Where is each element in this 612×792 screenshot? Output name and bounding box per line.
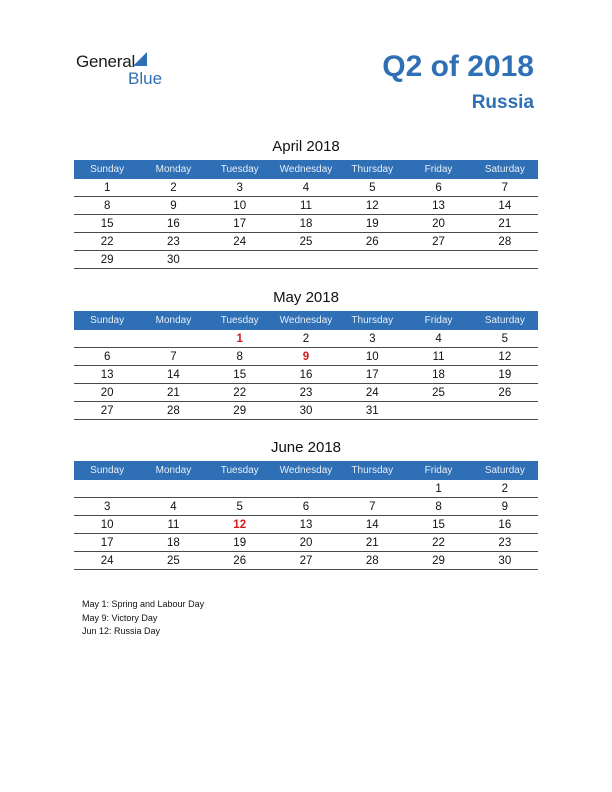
weekday-label: Tuesday <box>220 315 259 326</box>
day-cell: 29 <box>432 554 445 567</box>
day-cell: 13 <box>100 368 114 381</box>
day-cell: 13 <box>432 199 445 212</box>
day-cell: 3 <box>369 332 376 345</box>
day-cell: 26 <box>365 235 379 248</box>
week-row <box>74 348 538 366</box>
weekday-label: Monday <box>155 164 192 175</box>
week-row <box>74 552 538 570</box>
day-cell: 26 <box>498 386 512 399</box>
week-row <box>74 516 538 534</box>
day-cell: 4 <box>170 500 177 513</box>
logo-blue-text: Blue <box>128 69 163 88</box>
day-cell: 14 <box>365 518 379 531</box>
weekday-label: Friday <box>424 164 453 175</box>
day-cell: 18 <box>299 217 313 230</box>
day-cell: 6 <box>302 500 310 513</box>
day-cell: 6 <box>103 350 111 363</box>
day-cell: 30 <box>498 554 512 567</box>
day-cell: 17 <box>365 368 379 381</box>
week-row <box>74 498 538 516</box>
day-cell: 20 <box>299 536 313 549</box>
day-cell: 19 <box>365 217 379 230</box>
month-june <box>74 437 538 570</box>
weekday-label: Wednesday <box>279 465 333 476</box>
logo-general-text: General <box>76 52 136 71</box>
weekday-header <box>74 160 538 179</box>
week-row <box>74 480 538 498</box>
day-cell: 18 <box>432 368 445 381</box>
holiday-note: May 9: Victory Day <box>82 612 158 623</box>
day-cell: 17 <box>233 217 247 230</box>
day-cell: 13 <box>299 518 313 531</box>
day-cell: 16 <box>299 368 313 381</box>
day-cell: 11 <box>167 518 180 531</box>
month-grid <box>74 330 538 420</box>
day-cell: 11 <box>300 199 312 212</box>
day-cell: 21 <box>167 386 180 399</box>
day-cell: 7 <box>369 500 376 513</box>
day-cell: 2 <box>501 482 509 495</box>
weekday-label: Saturday <box>484 465 525 476</box>
general-blue-logo <box>76 52 176 92</box>
week-row <box>74 330 538 348</box>
day-cell: 5 <box>236 500 243 513</box>
day-cell: 11 <box>432 350 445 363</box>
day-cell: 31 <box>365 404 379 417</box>
day-cell: 30 <box>299 404 313 417</box>
day-cell: 9 <box>302 350 310 363</box>
day-cell: 2 <box>170 181 177 194</box>
weekday-label: Tuesday <box>220 164 259 175</box>
day-cell: 4 <box>435 332 442 345</box>
day-cell: 24 <box>365 386 379 399</box>
day-cell: 10 <box>365 350 379 363</box>
month-title: April 2018 <box>272 138 340 155</box>
day-cell: 9 <box>501 500 509 513</box>
day-cell: 25 <box>432 386 445 399</box>
day-cell: 22 <box>233 386 247 399</box>
week-row <box>74 366 538 384</box>
day-cell: 10 <box>233 199 247 212</box>
day-cell: 18 <box>167 536 180 549</box>
weekday-label: Saturday <box>484 315 525 326</box>
holiday-note: Jun 12: Russia Day <box>82 626 161 636</box>
day-cell: 14 <box>498 199 512 212</box>
day-cell: 24 <box>100 554 114 567</box>
day-cell: 23 <box>498 536 512 549</box>
month-title: June 2018 <box>270 439 342 456</box>
day-cell: 29 <box>233 404 247 417</box>
day-cell: 28 <box>498 235 512 248</box>
weekday-label: Monday <box>155 465 192 476</box>
weekday-header <box>74 311 538 330</box>
day-cell: 20 <box>100 386 114 399</box>
day-cell: 19 <box>233 536 247 549</box>
day-cell: 27 <box>299 554 313 567</box>
day-cell: 21 <box>498 217 512 230</box>
weekday-label: Saturday <box>484 164 525 175</box>
weekday-label: Thursday <box>351 465 394 476</box>
week-row <box>74 233 538 251</box>
day-cell: 7 <box>170 350 177 363</box>
holiday-note: May 1: Spring and Labour Day <box>82 599 205 609</box>
day-cell: 22 <box>100 235 114 248</box>
day-cell: 9 <box>170 199 177 212</box>
month-april <box>74 136 538 269</box>
month-grid <box>74 179 538 269</box>
weekday-label: Wednesday <box>279 164 333 175</box>
day-cell: 29 <box>100 253 114 266</box>
day-cell: 24 <box>233 235 247 248</box>
day-cell: 17 <box>100 536 114 549</box>
day-cell: 28 <box>365 554 379 567</box>
weekday-label: Friday <box>424 315 453 326</box>
day-cell: 27 <box>432 235 445 248</box>
month-title: May 2018 <box>273 289 339 306</box>
month-grid <box>74 480 538 570</box>
day-cell: 6 <box>435 181 442 194</box>
weekday-label: Monday <box>155 315 192 326</box>
day-cell: 12 <box>365 199 379 212</box>
day-cell: 3 <box>236 181 243 194</box>
day-cell: 25 <box>299 235 313 248</box>
day-cell: 20 <box>432 217 445 230</box>
weekday-label: Sunday <box>90 465 125 476</box>
day-cell: 12 <box>498 350 512 363</box>
week-row <box>74 215 538 233</box>
country-name: Russia <box>471 92 534 113</box>
day-cell: 1 <box>236 332 243 345</box>
day-cell: 2 <box>302 332 310 345</box>
weekday-header <box>74 461 538 480</box>
day-cell: 15 <box>233 368 247 381</box>
day-cell: 1 <box>435 482 442 495</box>
day-cell: 23 <box>299 386 313 399</box>
quarter-title: Q2 of 2018 <box>382 50 534 83</box>
day-cell: 5 <box>369 181 376 194</box>
day-cell: 7 <box>501 181 509 194</box>
day-cell: 19 <box>498 368 512 381</box>
day-cell: 14 <box>167 368 180 381</box>
week-row <box>74 179 538 197</box>
weekday-label: Sunday <box>90 315 125 326</box>
weekday-label: Friday <box>424 465 453 476</box>
weekday-label: Tuesday <box>220 465 259 476</box>
day-cell: 3 <box>103 500 111 513</box>
week-row <box>74 534 538 552</box>
day-cell: 23 <box>167 235 180 248</box>
day-cell: 8 <box>103 199 111 212</box>
holiday-notes <box>82 598 204 639</box>
weekday-label: Thursday <box>351 164 394 175</box>
day-cell: 8 <box>435 500 442 513</box>
week-row <box>74 384 538 402</box>
day-cell: 12 <box>233 518 247 531</box>
day-cell: 27 <box>100 404 114 417</box>
weekday-label: Sunday <box>90 164 125 175</box>
week-row <box>74 402 538 420</box>
day-cell: 4 <box>302 181 310 194</box>
day-cell: 15 <box>100 217 114 230</box>
day-cell: 8 <box>236 350 243 363</box>
day-cell: 21 <box>365 536 379 549</box>
weekday-label: Wednesday <box>279 315 333 326</box>
day-cell: 28 <box>167 404 180 417</box>
day-cell: 16 <box>167 217 180 230</box>
day-cell: 22 <box>432 536 445 549</box>
weekday-label: Thursday <box>351 315 394 326</box>
day-cell: 26 <box>233 554 247 567</box>
day-cell: 1 <box>103 181 111 194</box>
month-may <box>74 287 538 420</box>
day-cell: 30 <box>167 253 180 266</box>
day-cell: 25 <box>167 554 180 567</box>
logo-triangle-icon <box>133 52 147 66</box>
day-cell: 5 <box>501 332 509 345</box>
day-cell: 16 <box>498 518 512 531</box>
day-cell: 10 <box>100 518 114 531</box>
week-row <box>74 251 538 269</box>
week-row <box>74 197 538 215</box>
day-cell: 15 <box>432 518 445 531</box>
